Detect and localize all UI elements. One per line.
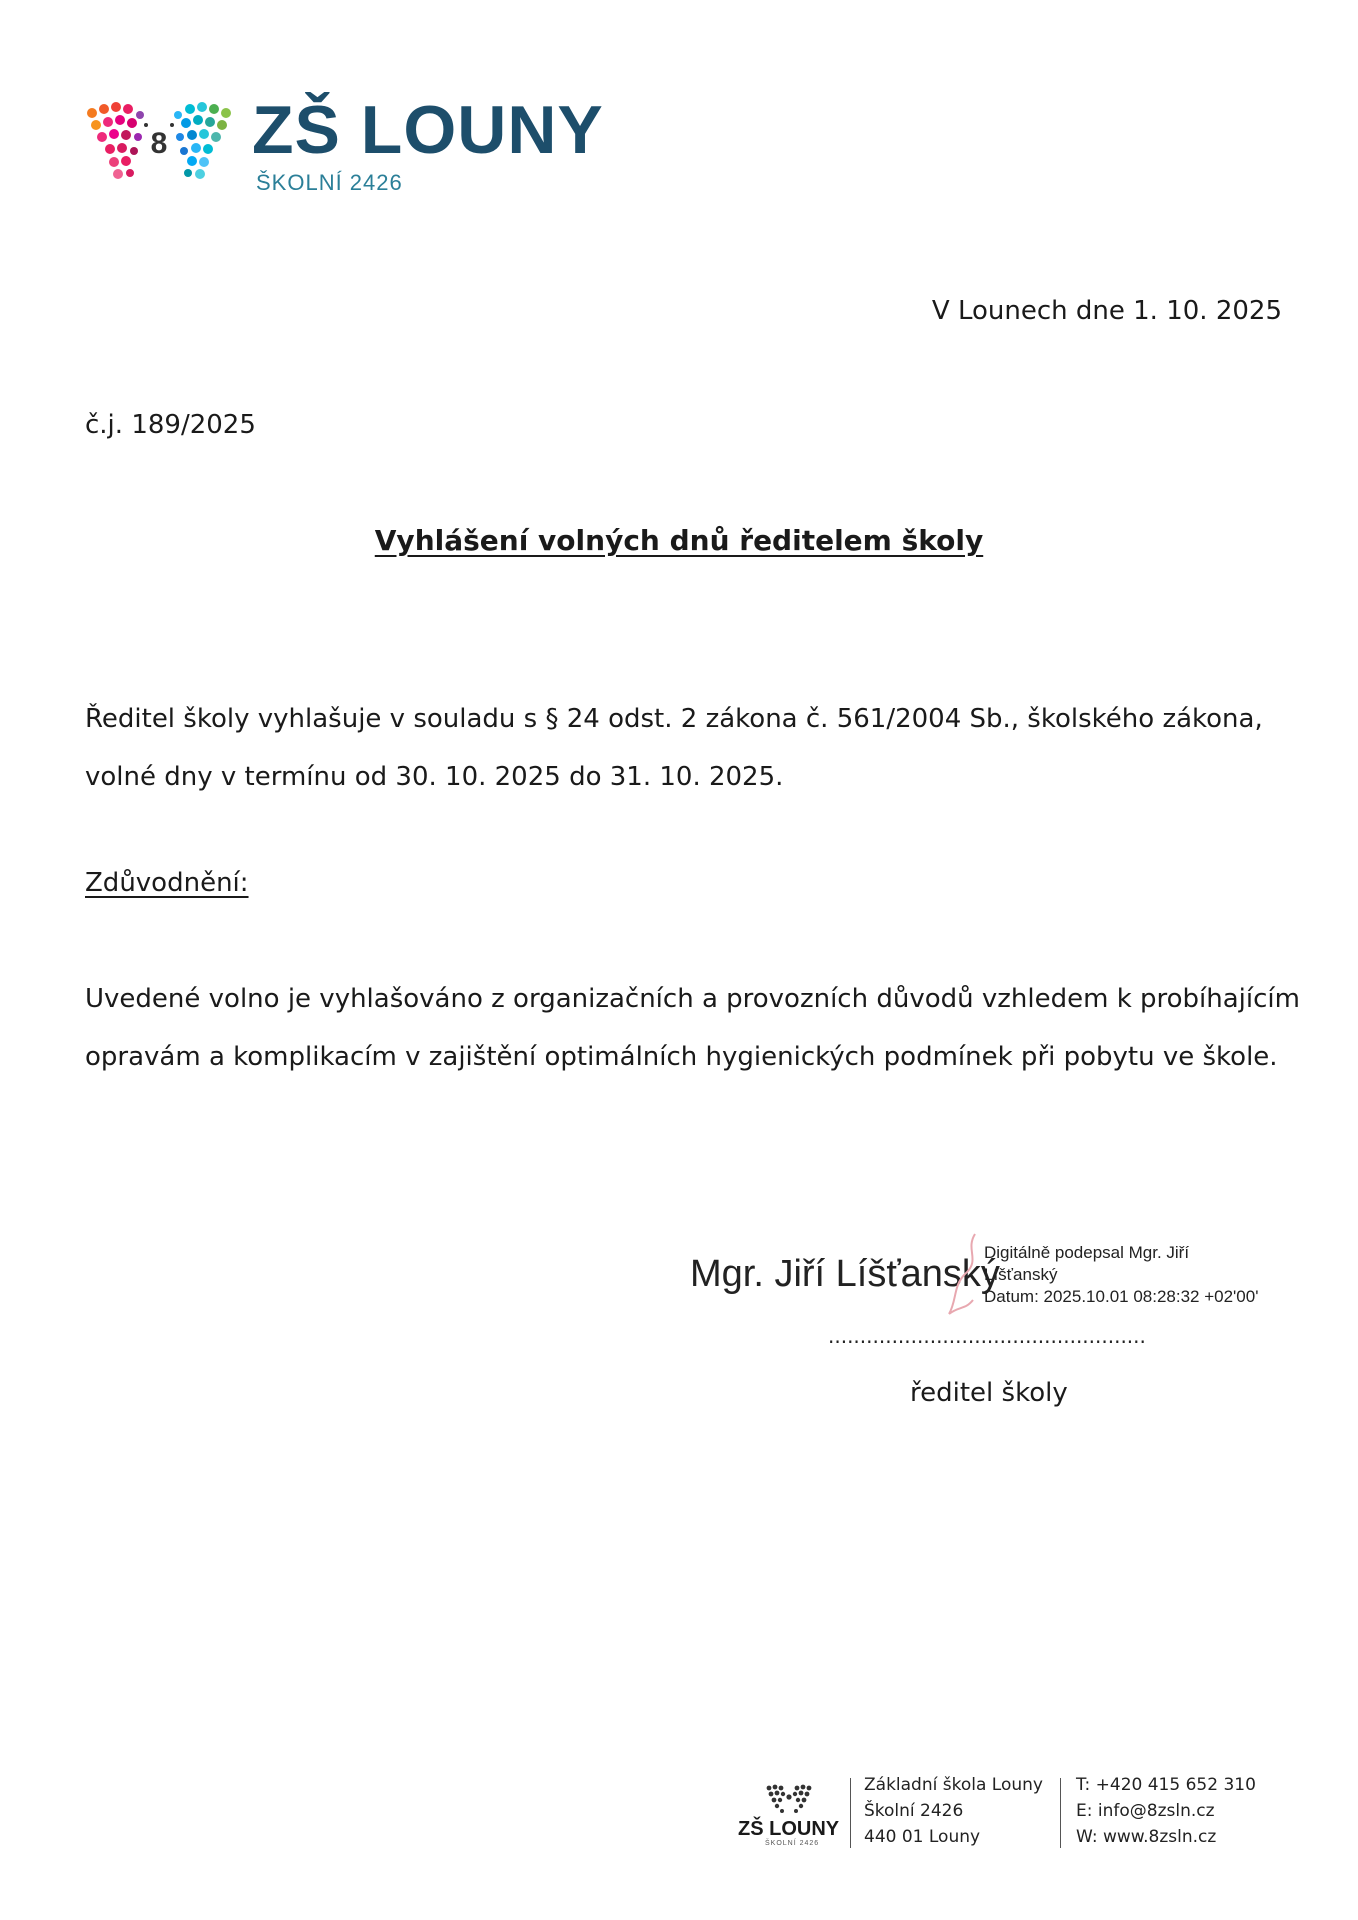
school-logo-title: ZŠ LOUNY bbox=[252, 92, 604, 168]
footer-divider bbox=[1060, 1778, 1061, 1848]
footer-contact bbox=[1076, 1772, 1256, 1850]
footer-school-name: Základní škola Louny bbox=[864, 1775, 1043, 1795]
digital-signature-line: Digitálně podepsal Mgr. Jiří bbox=[984, 1243, 1190, 1262]
signature-dotted-line: .................................................. bbox=[828, 1324, 1146, 1348]
digital-signature-date: Datum: 2025.10.01 08:28:32 +02'00' bbox=[984, 1287, 1259, 1306]
reason-paragraph: Uvedené volno je vyhlašováno z organizačních a provozních důvodů vzhledem k probíhajícím opravám a komplikacím v zajištění optimálních hygienických podmínek při pobytu ve škole. bbox=[85, 984, 1300, 1072]
footer-street: Školní 2426 bbox=[864, 1801, 964, 1821]
school-logo-subtitle: ŠKOLNÍ 2426 bbox=[256, 170, 403, 195]
footer-logo-subtitle: ŠKOLNÍ 2426 bbox=[765, 1840, 820, 1847]
date-line: V Lounech dne 1. 10. 2025 bbox=[931, 296, 1282, 326]
digital-signature-info bbox=[984, 1242, 1258, 1308]
footer-logo-title: ZŠ LOUNY bbox=[738, 1818, 840, 1840]
footer-phone: T: +420 415 652 310 bbox=[1076, 1775, 1256, 1795]
document-title: Vyhlášení volných dnů ředitelem školy bbox=[374, 524, 984, 557]
signatory-name: Mgr. Jiří Líšťanský bbox=[690, 1253, 1000, 1295]
footer-divider bbox=[850, 1778, 851, 1848]
butterfly-logo-icon bbox=[84, 95, 234, 191]
footer-butterfly-logo-icon bbox=[765, 1783, 813, 1815]
logo-digit: 8 bbox=[150, 127, 168, 160]
footer-email[interactable]: E: info@8zsln.cz bbox=[1076, 1801, 1215, 1821]
reason-heading: Zdůvodnění: bbox=[85, 868, 249, 898]
footer-address bbox=[864, 1772, 1043, 1850]
announcement-paragraph: Ředitel školy vyhlašuje v souladu s § 24 odst. 2 zákona č. 561/2004 Sb., školského zákona, volné dny v termínu od 30. 10. 2025 do 31. 10. 2025. bbox=[85, 704, 1263, 792]
signatory-role: ředitel školy bbox=[910, 1378, 1068, 1408]
footer-website[interactable]: W: www.8zsln.cz bbox=[1076, 1827, 1217, 1847]
reference-number: č.j. 189/2025 bbox=[85, 410, 256, 440]
footer-city: 440 01 Louny bbox=[864, 1827, 981, 1847]
digital-signature-line: Líšťanský bbox=[984, 1265, 1058, 1284]
